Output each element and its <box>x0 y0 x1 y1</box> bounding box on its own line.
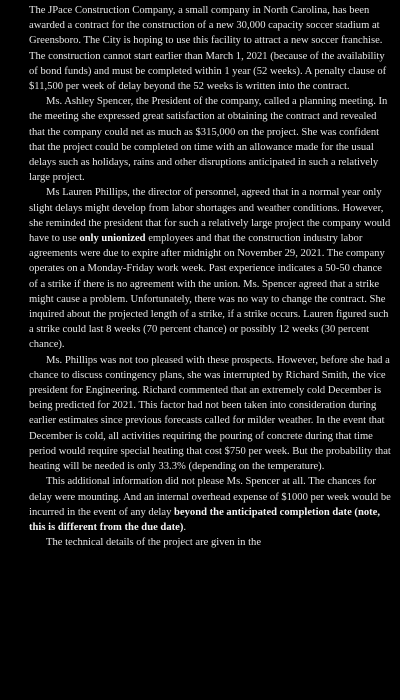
paragraph <box>29 535 393 550</box>
bold-text-run: only unionized <box>79 233 146 245</box>
text-run: The technical details of the project are given in the <box>46 537 262 549</box>
paragraph <box>29 474 393 535</box>
paragraph <box>29 185 393 352</box>
paragraph <box>29 94 393 185</box>
text-run: Ms. Phillips was not too pleased with these prospects. However, before she had a chance to discuss contingency plans, she was interrupted by Richard Smith, the vice president for Engineering. Richard commented that an extremely cold December is being predicted for 2021. This factor had not been taken into consideration during earlier estimates since previous forecasts called for milder weather. In the event that December is cold, all activities requiring the pouring of concrete during that time period would require special heating that cost $750 per week. But the probability that heating will be needed is only 33.3% (depending on the temperature). <box>29 354 391 473</box>
text-run: Ms Lauren Phillips, the director of personnel, agreed that in a normal year only slight delays might develop from labor shortages and weather conditions. However, she reminded the president that for such a relatively large project the company would have to use <box>29 187 391 245</box>
text-run: Ms. Ashley Spencer, the President of the company, called a planning meeting. In the meeting she expressed great satisfaction at obtaining the contract and revealed that the company could net as much as $315,000 on the project. She was confident that the project could be completed on time with an allowance made for the usual delays such as holidays, rains and other disruptions anticipated in such a relatively large project. <box>29 96 388 184</box>
paragraph <box>29 3 393 94</box>
page-cutoff-fade <box>0 692 400 700</box>
bold-text-run: beyond the anticipated completion date (note, this is different from the due date) <box>29 506 381 533</box>
text-run: This additional information did not please Ms. Spencer at all. The chances for delay were mounting. And an internal overhead expense of $1000 per week would be incurred in the event of any delay <box>29 476 391 518</box>
paragraph <box>29 353 393 475</box>
text-run: . <box>183 521 187 533</box>
text-run: employees and that the construction industry labor agreements were due to expire after midnight on November 29, 2021. The company operates on a Monday-Friday work week. Past experience indicates a 50-50 chance of a strike if there is no agreement with the union. Ms. Spencer agreed that a strike might cause a problem. Unfortunately, there was no way to change the contract. She inquired about the projected length of a strike, if a strike occurs. Lauren figured such a strike could last 8 weeks (70 percent chance) or possibly 12 weeks (30 percent chance). <box>29 233 389 351</box>
text-run: The JPace Construction Company, a small company in North Carolina, has been awarded a contract for the construction of a new 30,000 capacity soccer stadium at Greensboro. The City is hoping to use this facility to attract a new soccer franchise. The construction cannot start earlier than March 1, 2021 (because of the availability of bond funds) and must be completed within 1 year (52 weeks). A penalty clause of $11,500 per week of delay beyond the 52 weeks is written into the contract. <box>29 5 387 93</box>
document-body <box>29 3 393 550</box>
